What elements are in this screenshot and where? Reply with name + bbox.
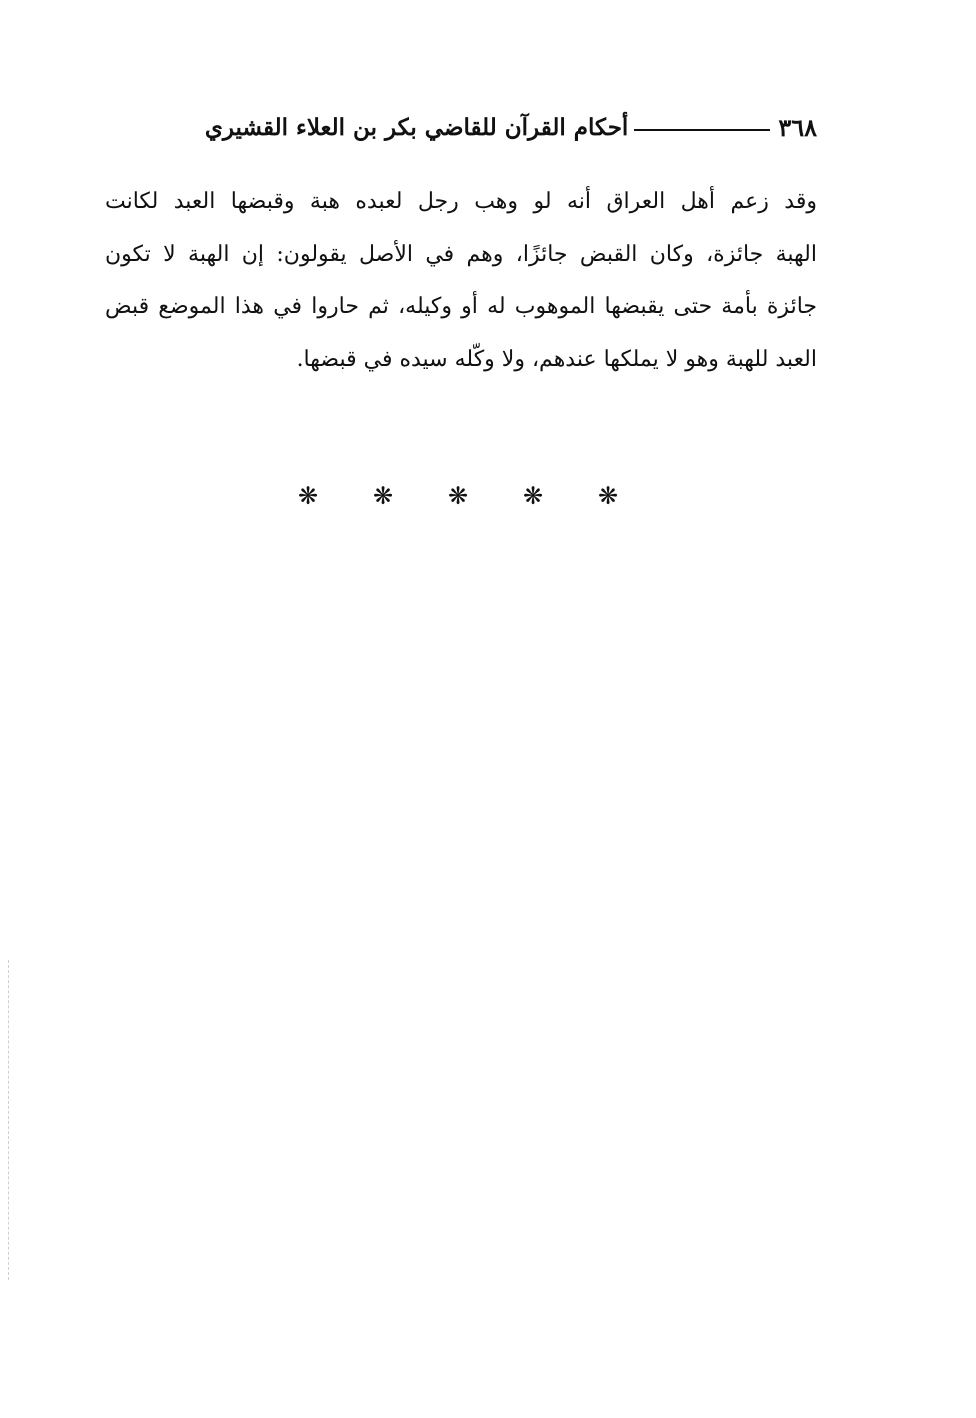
body-paragraph (105, 176, 817, 386)
running-header (105, 108, 817, 148)
asterisk-flower-icon: ❋ (447, 482, 469, 510)
page-number: ٣٦٨ (778, 113, 817, 142)
body-line: وقد زعم أهل العراق أنه لو وهب رجل لعبده هبة وقبضها العبد لكانت (105, 189, 817, 214)
header-rule (634, 129, 770, 131)
body-line: جائزة بأمة حتى يقبضها الموهوب له أو وكيله، ثم حاروا في هذا الموضع قبض (105, 294, 817, 319)
asterisk-flower-icon: ❋ (522, 482, 544, 510)
asterisk-flower-icon: ❋ (372, 482, 394, 510)
asterisk-flower-icon: ❋ (297, 482, 319, 510)
body-line: الهبة جائزة، وكان القبض جائزًا، وهم في الأصل يقولون: إن الهبة لا تكون (105, 241, 817, 267)
scan-edge-artifact (8, 960, 10, 1280)
section-separator (288, 476, 628, 516)
body-line: العبد للهبة وهو لا يملكها عندهم، ولا وكّله سيده في قبضها. (296, 346, 817, 372)
asterisk-flower-icon: ❋ (597, 482, 619, 510)
running-title: أحكام القرآن للقاضي بكر بن العلاء القشيري (204, 114, 629, 141)
